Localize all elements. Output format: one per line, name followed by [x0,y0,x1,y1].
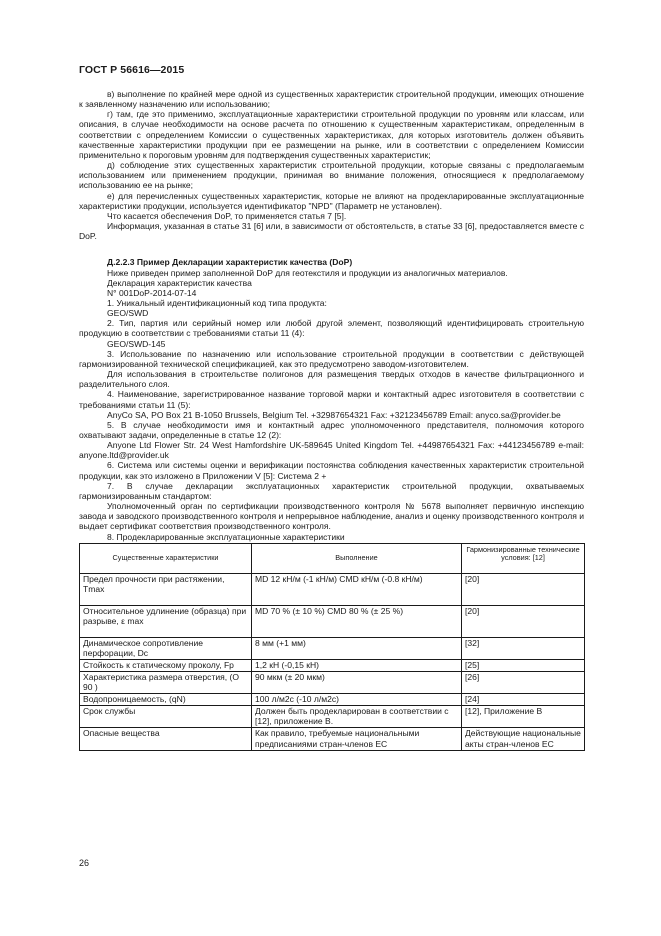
section-line: Декларация характеристик качества [107,277,252,288]
table-row [80,573,585,605]
paragraph-g: г) там, где это применимо, эксплуатационные характеристики строительной продукции по уровням или классам, или описания, в случае необходимости на основе расчета по отношению к существенным характеристикам, определенным в соответствии с определением Комиссии о существенных характеристиках, для которых изготовитель должен объявить качественные характеристики продукции при ее размещении на рынке, или в соответствии с определением Комиссии применительно к пороговым уровням для подтверждения существенных характеристик; [79,109,584,160]
header-specifications: Гармонизированные технические условия: [12] [462,543,585,573]
cell-performance: 90 мкм (± 20 мкм) [252,672,462,694]
section-line: GEO/SWD-145 [107,338,166,349]
table-row [80,694,585,706]
paragraph-d: д) соблюдение этих существенных характеристик строительной продукции, которые связаны с предполагаемым использованием или применением продукции, принимая во внимание положения, относящиеся к предполагаемому использованию ее на рынке; [79,160,584,191]
header-characteristics: Существенные характеристики [80,543,252,573]
section-title: Д.2.2.3 Пример Декларации характеристик качества (DoP) [107,257,353,268]
cell-performance: Должен быть продекларирован в соответствии с [12], приложение В. [252,706,462,728]
cell-performance: 1,2 кН (-0,15 кН) [252,659,462,671]
section-line: 5. В случае необходимости имя и контактный адрес уполномоченного представителя, полномочия которого охватывают задачи, определенные в статье 12 (2): [79,419,584,440]
section-line: Уполномоченный орган по сертификации производственного контроля № 5678 выполняет первичную инспекцию завода и заводского производственного контроля и непрерывное наблюдение, анализ и оценку производственного контроля и выдает сертификат соответствия производственного контроля. [79,501,584,532]
section-line: 7. В случае декларации эксплуатационных характеристик строительной продукции, охватываемых гармонизированным стандартом: [79,480,584,501]
cell-specification: [25] [462,659,585,671]
cell-specification: [26] [462,672,585,694]
section-line: Ниже приведен пример заполненной DoP для геотекстиля и продукции из аналогичных материалов. [107,267,508,278]
table-row [80,706,585,728]
cell-characteristic: Характеристика размера отверстия, (O 90 ) [80,672,252,694]
page-number: 26 [79,858,90,868]
section-line: Для использования в строительстве полигонов для размещения твердых отходов в качестве фильтрационного и разделительного слоя. [79,369,584,390]
document-body [79,89,584,751]
cell-specification: Действующие национальные акты стран-членов ЕС [462,728,585,750]
table-row [80,728,585,750]
cell-characteristic: Опасные вещества [80,728,252,750]
cell-specification: [32] [462,637,585,659]
characteristics-table [79,543,585,751]
paragraph-v: в) выполнение по крайней мере одной из существенных характеристик строительной продукции, имеющих отношение к заявленному назначению или использованию; [79,89,584,110]
section-line: 2. Тип, партия или серийный номер или любой другой элемент, позволяющий идентифицировать строительную продукцию в соответствии с требованиями статьи 11 (4): [79,318,584,339]
section-line: 4. Наименование, зарегистрированное название торговой марки и контактный адрес изготовителя в соответствии с требованиями статьи 11 (5): [79,389,584,410]
section-line: 6. Система или системы оценки и верификации постоянства соблюдения качественных характеристик строительной продукции, как это изложено в Приложении V [5]: Система 2 + [79,460,584,481]
cell-characteristic: Срок службы [80,706,252,728]
cell-characteristic: Предел прочности при растяжении, Tmax [80,573,252,605]
cell-characteristic: Водопроницаемость, (qN) [80,694,252,706]
table-caption: 8. Продекларированные эксплуатационные характеристики [107,531,345,542]
cell-performance: 8 мм (+1 мм) [252,637,462,659]
section-line: GEO/SWD [107,308,149,319]
cell-specification: [20] [462,605,585,637]
paragraph-information: Информация, указанная в статье 31 [6] или, в зависимости от обстоятельств, в статье 33 [6], предоставляется вместе с DoP. [79,221,584,242]
cell-performance: Как правило, требуемые национальными предписаниями стран-членов ЕС [252,728,462,750]
header-performance: Выполнение [252,543,462,573]
table-header-row [80,543,585,573]
manufacturer-address: AnyCo SA, PO Box 21 B-1050 Brussels, Belgium Tel. +32987654321 Fax: +32123456789 Email: anyco.sa@provider.be [107,409,561,420]
cell-characteristic: Стойкость к статическому проколу, Fp [80,659,252,671]
table-row [80,659,585,671]
cell-specification: [20] [462,573,585,605]
table-row [80,637,585,659]
table-row [80,605,585,637]
section-line: 3. Использование по назначению или использование строительной продукции в соответствии с действующей гармонизированной технической спецификацией, как это предусмотрено заводом-изготовителем. [79,348,584,369]
cell-performance: 100 л/м2с (-10 л/м2с) [252,694,462,706]
cell-performance: MD 70 % (± 10 %) CMD 80 % (± 25 %) [252,605,462,637]
table-row [80,672,585,694]
document-header: ГОСТ Р 56616—2015 [79,64,185,76]
cell-characteristic: Относительное удлинение (образца) при разрыве, ε max [80,605,252,637]
section-line: N° 001DoP-2014-07-14 [107,287,197,298]
paragraph-e: е) для перечисленных существенных характеристик, которые не влияют на продекларированные эксплуатационные характеристики продукции, используется идентификатор "NPD" (Параметр не установлен). [79,190,584,211]
section-line: 1. Уникальный идентификационный код типа продукта: [107,297,327,308]
representative-address: Anyone Ltd Flower Str. 24 West Hamfordshire UK-589645 United Kingdom Tel. +44987654321 Fax: +44123456789 e-mail: anyone.ltd@provider.uk [79,440,584,461]
cell-characteristic: Динамическое сопротивление перфорации, Dc [80,637,252,659]
cell-performance: MD 12 кН/м (-1 кН/м) CMD кН/м (-0.8 кН/м) [252,573,462,605]
paragraph-dop-provision: Что касается обеспечения DoP, то применяется статья 7 [5]. [107,210,347,221]
cell-specification: [12], Приложение В [462,706,585,728]
cell-specification: [24] [462,694,585,706]
